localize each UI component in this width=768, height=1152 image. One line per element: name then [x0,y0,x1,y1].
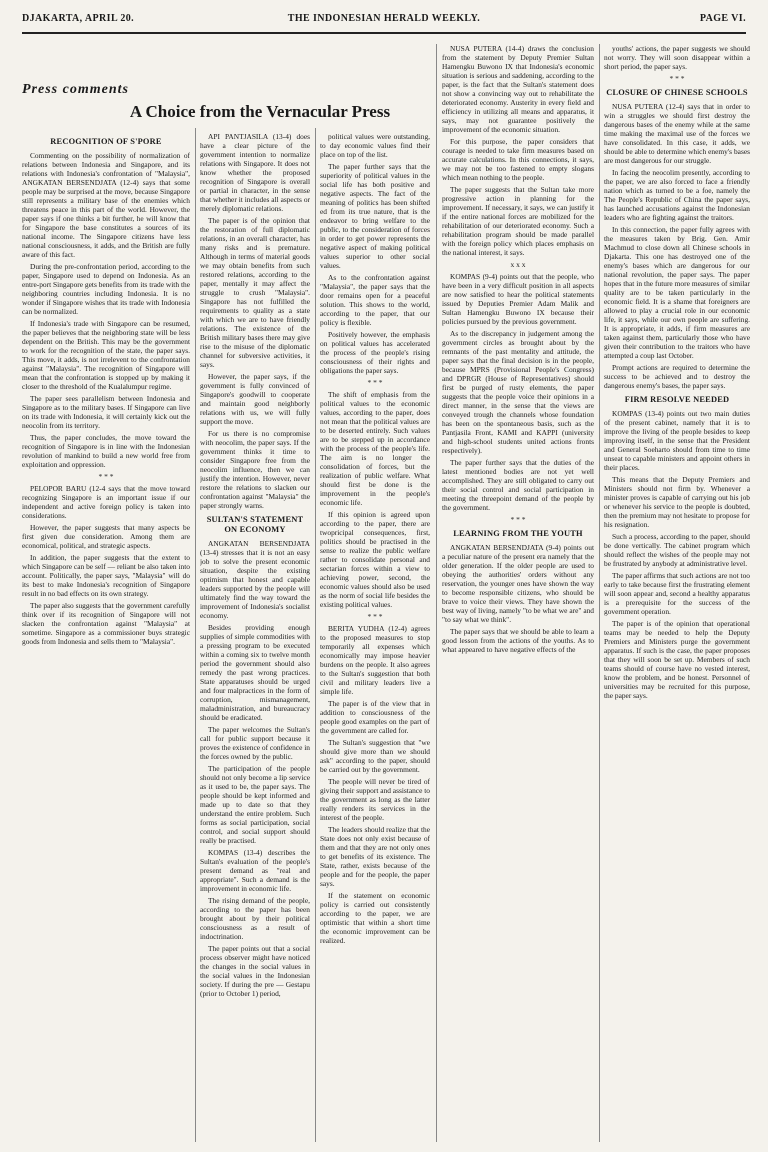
separator: * * * [98,472,114,481]
masthead: THE INDONESIAN HERALD WEEKLY. [287,13,481,24]
paragraph: KOMPAS (13-4) describes the Sultan's evaluation of the people's present demand as "real and appropriate". Such a demand is the improvement in economic life. [200,848,310,893]
paragraph: The paper suggests that the Sultan take more progressive action in planning for the improvement. If necessary, it says, we can justify it if the entire national forces are mobilized for the rehabilitation of our deteriorated economy. Such a rehabilitation program should be made parallel with the foreign policy which places emphasis on the national interest, it says. [442,185,594,257]
column-rule [195,128,196,1142]
paragraph: However, the paper suggests that many aspects be first given due consideration. Among them are economical, political, and strategic aspects. [22,523,190,550]
paragraph: The paper says that we should be able to learn a good lesson from the actions of the youths. As to what appeared to have negative effects of the [442,627,594,654]
paragraph: However, the paper says, if the government is fully convinced of Singapore's goodwill to cooperate and maintain good neighborly relations with us, we will fully support the move. [200,372,310,426]
paragraph: If Indonesia's trade with Singapore can be resumed, the paper believes that the neighboring state will be less dependent on the British. This may be the government to work for the recognition of the state, the paper says. This move, it adds, is not irrelevent to the confrontation against "Malaysia". The recognition of Singapore will mean that the confrontation is stopped up by making it closer to the threshold of the Kualalumpur regime. [22,319,190,391]
article-heading: RECOGNITION OF S'PORE [50,137,162,146]
separator: * * * [510,515,526,524]
paragraph: The rising demand of the people, according to the paper has been brought about by their political consciousness as a result of indoctrination. [200,896,310,941]
article-heading: FIRM RESOLVE NEEDED [624,395,730,404]
paragraph: The leaders should realize that the State does not only exist because of them and that they are not only ones to get benefits of its existence. The State, rather, exists because of the people and for the people, the paper says. [320,825,430,888]
paragraph: This means that the Deputy Premiers and Ministers should not firm by. Whenever a minister proves is capable of carrying out his job or whenever his service to the people is doubted, then the premium may not hesitate to propose for his resignation. [604,475,750,529]
paragraph: As to the discrepancy in judgement among the government circles as brought about by the remnants of the past mentality and attitude, the paper says that the final decision is in the people, because MPRS (Provisional People's Congress) and DPRGR (House of Representatives) should first be purged of rusty elements, the paper suggests that the people voice their opinions in a direct manner, in the sense that the views are conveyed trough the channels whose foundation has been on the spontaneous basis, such as the Pantjasila Front, KAMI and KAPPI (university and high-school students united actions fronts respectively). [442,329,594,455]
column-4 [442,44,594,1144]
paragraph: The paper further says that the duties of the latest mentioned bodies are not yet well accomplished. They are still obligated to carry out their social control and social participation in meeting the threepoint demand of the people by the government. [442,458,594,512]
paragraph: As to the confrontation against "Malaysia", the paper says that the door remains open for a peaceful solution. This shows to the world, according to the paper, that our policy is flexible. [320,273,430,327]
separator: x x x [510,260,526,269]
paragraph: PELOPOR BARU (12-4 says that the move toward recognizing Singapore is an important issue if our independent and active foreign policy is taken into considerations. [22,484,190,520]
headline: A Choice from the Vernacular Press [129,102,391,121]
column-5 [604,44,750,1144]
paragraph: The paper affirms that such actions are not too early to take because first the frustrating element will soon appear and, second a healthy apparatus is a prerequisite for the success of the government operation. [604,571,750,616]
column-3 [320,132,430,1144]
article-heading: SULTAN'S STATEMENT ON ECONOMY [206,515,304,534]
paragraph: Prompt actions are required to determine the success to be achieved and to destroy the dangerous enemy's bases, the paper says. [604,363,750,390]
column-2 [200,132,310,1144]
page-header [22,10,746,34]
paragraph: NUSA PUTERA (12-4) says that in order to win a struggles we should first destroy the dangerous bases of the enemy while at the same time making the maximal use of the forces we have consolidated. In this case, it adds, we should be able to determine which enemy's bases are most dangerous for our struggle. [604,102,750,165]
article-heading: CLOSURE OF CHINESE SCHOOLS [606,88,748,97]
paragraph: political values were outstanding, to day economic values find their place on top of the list. [320,132,430,159]
paragraph: If the statement on economic policy is carried out consistently according to the paper, we are optimistic that within a short time the economic improvement can be realized. [320,891,430,945]
paragraph: Commenting on the possibility of normalization of relations between Indonesia and Singapore, and its relations with Indonesia's confrontation of "Malaysia", ANGKATAN BERSENDJATA (12-4) says that some people may be surprised at the move, because Singapore still represents a military base of the enemies which threatens peace in this part of the world. However, the paper says if one thinks a bit further, he will know that for Singapore the base constitutes a sources of its national income. The Singapore citizens have less national consciousness, it adds, and the British are fully aware of this fact. [22,151,190,259]
separator: * * * [367,612,383,621]
paragraph: The Sultan's suggestion that "we should give more than we should ask" according to the paper, should be carried out by the government. [320,738,430,774]
paragraph: The paper welcomes the Sultan's call for public support because it proves the existence of confidence in the forces owned by the public. [200,725,310,761]
paragraph: Such a process, according to the paper, should be done vertically. The cabinet program which should reflect the wishes of the people may not be frustrated by anybody at administrative level. [604,532,750,568]
paragraph: BERITA YUDHA (12-4) agrees to the proposed measures to stop temporarily all expenses which economically may impose heavier burdens on the people. It also agrees to the Sultan's suggestion that both civil and military leaders live a simple life. [320,624,430,696]
paragraph: For us there is no compromise with neocolim, the paper says. If the government thinks it time to consider Singapore free from the neocolim influence, then we can justify the intention. However, never restore the relations to slacken our confrontation against "Malaysia" the paper strongly warns. [200,429,310,510]
column-1 [22,132,190,1144]
article-heading: LEARNING FROM THE YOUTH [453,529,583,538]
paragraph: The paper points out that a social process observer might have noticed the changes in the social values in the social values in the Indonesian society. If during the pre — Gestapu (prior to October 1) period, [200,944,310,998]
paragraph: The participation of the people should not only become a lip service as it used to be, the paper says. The people should be kept informed and made up to date so that they understand the entire problem. Such forms as social participation, social control, and social support should really be practised. [200,764,310,845]
dateline: DJAKARTA, APRIL 20. [22,13,135,24]
paragraph: The paper is of the opinion that the restoration of full diplomatic relations, in an overall character, has many risks and is premature. Although in terms of material goods we may obtain benefits from such restored relations, according to the paper, mentally it may affect the struggle to crush "Malaysia". Singapore has not fulfilled the requirements to quality as a state with which we are to have friendly relations. The existence of the British military bases there may give rise to the misuse of the diplomatic channel for subversive activities, it says. [200,216,310,369]
paragraph: KOMPAS (9-4) points out that the people, who have been in a very difficult position in all aspects are now satisfied to hear the political statements issued by Deputies Premier Adam Malik and Sultan Hamengku Buwono IX because their policies pursued by the previous government. [442,272,594,326]
paragraph: In addition, the paper suggests that the extent to which Singapore can be self — reliant be also taken into account. Politically, the paper says, "Malaysia" will do its best to make Indonesia's recognition of Singapore result in no bad effects on its own strategy. [22,553,190,598]
paragraph: In facing the neocolim presently, according to the paper, we are also forced to face a friendly nation which as turned to be a foe, namely the The People's Republic of China the paper says, has launched accusations against the Indonesian leaders who are fighting against the traitors. [604,168,750,222]
paragraph: NUSA PUTERA (14-4) draws the conclusion from the statement by Deputy Premier Sultan Hamengku Buwono IX that Indonesia's economic situation is serious and saddening, according to the paper, is the fact that the Sultan's statement does not show a convincing way out to rehabilitate the deteriorated economy. Austerity in every field and efficiency in utilizing all means and apparatus, it says, may not guarantee positively the improvement of the economic situation. [442,44,594,134]
column-rule [315,128,316,1142]
section-label: Press comments [22,82,129,97]
paragraph: Thus, the paper concludes, the move toward the recognition of Singapore is in line with the Indonesian revolution of mankind to build a new world free from exploitation and oppression. [22,433,190,469]
page-number: PAGE VI. [699,13,746,24]
paragraph: In this connection, the paper fully agrees with the measures taken by Brig. Gen. Amir Machmud to close down all Chinese schools in Djakarta. This one has destroyed one of the enemy's bases which are dangerous for our national revolution, the paper says. The paper hopes that in the future more measures of similar quality are to be taken particularly in the economic field. It is a shame that foreigners are allowed to play a crucial role in our economic life, it says, while our own people are suffering. It is appropriate, it adds, if firm measures are taken against them, particularly those who have given their contribution to the traitors who have attempted a coup last October. [604,225,750,360]
paragraph: The paper is of the view that in addition to consciousness of the people good examples on the part of the government are called for. [320,699,430,735]
paragraph: API PANTJASILA (13-4) does have a clear picture of the government intention to normalize relations with Singapore. It does not know whether the proposed recognition of Singapore is overall or partial in character, in the sense that whether it includes all aspects or merely diplomatic relations. [200,132,310,213]
paragraph: Positively however, the emphasis on political values has accelerated the process of the people's rising consciousness of their rights and obligations the paper says. [320,330,430,375]
column-rule [599,44,600,1142]
paragraph: ANGKATAN BERSENDJATA (9-4) points out a peculiar nature of the present era namely that the older generation. If the older people are used to obeying the authorities' orders without any reservation, the younger ones have shown the way to become responsible citizens, who should be brave to voice their views. They have shown the best way of living, namely "to be what we are" and "to say what we think". [442,543,594,624]
paragraph: The paper is of the opinion that operational teams may be needed to help the Deputy Premiers and Ministers purge the government apparatus. If such is the case, the paper proposes that they will soon be set up. Members of such teams should of course have no vested interest, know the problem, and be honest. Personnel of universities may be recruited for this purpose, the paper says. [604,619,750,700]
column-rule [436,44,437,1142]
paragraph: The people will never be tired of giving their support and assistance to the government as long as the latter really renders its services in the interest of the people. [320,777,430,822]
paragraph: The shift of emphasis from the political values to the economic values, according to the paper, does not mean that the political values are to be deserted entirely. Such values are to be stepped up in accordance with the process of the people's life. The aim is no longer the consolidation of forces, but the realization of public welfare. What should first be done is the improvement in the people's economic life. [320,390,430,507]
paragraph: The paper also suggests that the government carefully think over if its recognition of Singapore will not slacken the confrontation against "Malaysia" at sometime. Singapore as a commissioner buys strategic goods from Indonesia and sells them to "Malaysia". [22,601,190,646]
paragraph: youths' actions, the paper suggests we should not worry. They will soon disappear within a short period, the paper says. [604,44,750,71]
paragraph: For this purpose, the paper considers that courage is needed to take firm measures based on accurate calculations. In this connections, it says, we may not be too fastened to empty slogans which mean nothing to the people. [442,137,594,182]
paragraph: Besides providing enough supplies of simple commodities with a pressing program to be executed within a coming six to twelve month period the government should also remedy the past wrong practices. State apparatuses should be urged and four malpractices in the form of corruption, mismanagement, maladministration, and bureaucracy should be eradicated. [200,623,310,722]
paragraph: KOMPAS (13-4) points out two main duties of the present cabinet, namely that it is to improve the living of the people besides to keep improving itself, in the sense that the President and General Soeharto should from time to time unseat to capable ministers and appoint others in their places. [604,409,750,472]
paragraph: The paper sees parallelism between Indonesia and Singapore as to the military bases. If Singapore can live on its trade with Indonesia, it will certainly kick out the neocolin from its territory. [22,394,190,430]
paragraph: If this opinion is agreed upon according to the paper, there are twopricipal consequences, first, politics should be practised in the sense to realize the public welfare rather to consolidate personal and sectarian forces within a view to achieving power, second, the economic values should also be used as the norm of social life besides the existing political values. [320,510,430,609]
paragraph: The paper further says that the superiority of political values in the social life has both positive and negative aspects. The fact of the meaning of politics has been shifted ed from its true nature, that is the endeavor to bring welfare to the public, to the consideration of forces in order to get power represents the negative aspect of making political values superior to other social values. [320,162,430,270]
separator: * * * [669,74,685,83]
separator: * * * [367,378,383,387]
paragraph: ANGKATAN BERSENDJATA (13-4) stresses that it is not an easy job to solve the present economic situation, despite the existing optimism that honest and capable leaders supported by the people will ultimately find the way toward the improvement of Indonesia's socialist economy. [200,539,310,620]
paragraph: During the pre-confrontation period, according to the paper, Singapore used to depend on Indonesia. As an entre-port Singapore gets benefits from its trade with the neighboring countries including Indonesia. It is no wonder if Singapore wishes that its trade with Indonesia can be normalized. [22,262,190,316]
